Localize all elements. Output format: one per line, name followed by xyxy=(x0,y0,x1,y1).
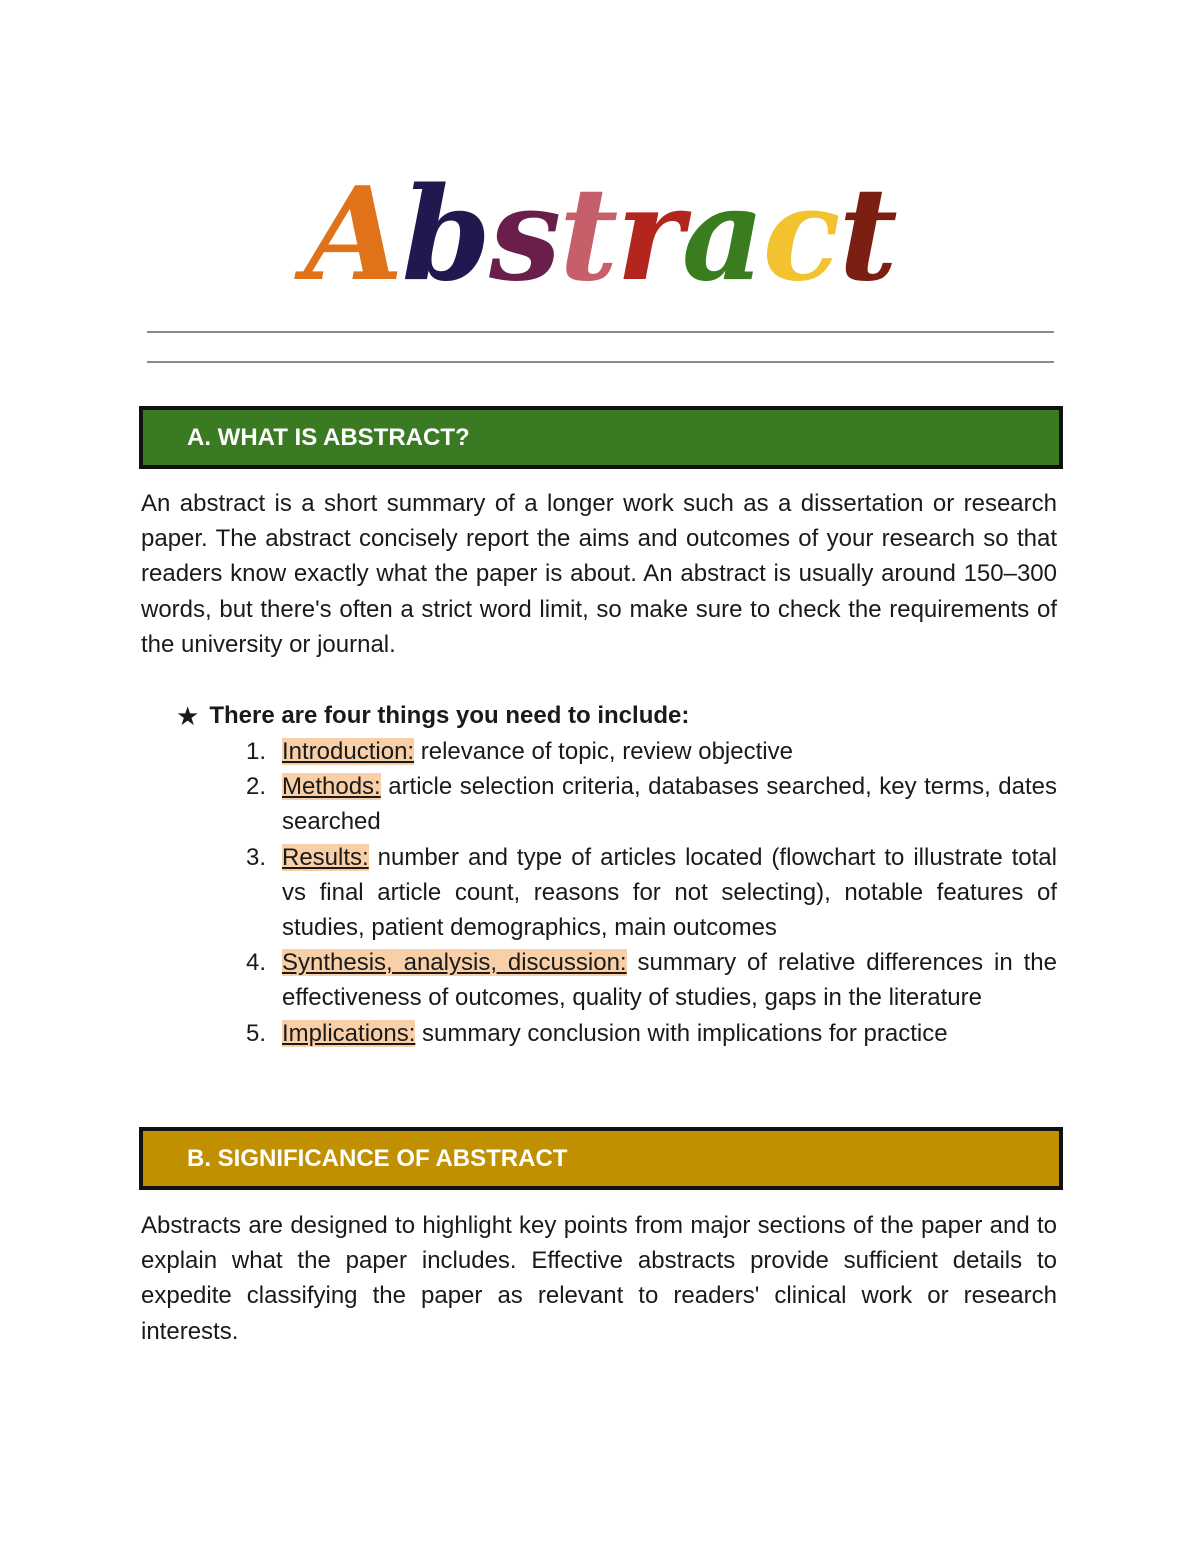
list-number: 5. xyxy=(246,1019,267,1047)
checklist-intro-text: There are four things you need to include: xyxy=(209,702,690,729)
section-a-heading: A. WHAT IS ABSTRACT? xyxy=(187,424,470,451)
title-letter: s xyxy=(489,160,560,310)
section-a-header xyxy=(139,406,1063,469)
list-term: Implications: xyxy=(282,1019,416,1047)
section-b-heading: B. SIGNIFICANCE OF ABSTRACT xyxy=(187,1145,568,1172)
list-description: number and type of articles located (flowchart to illustrate total vs final article count, reasons for not selecting), notable features of studies, patient demographics, main outcomes xyxy=(282,843,1064,942)
list-item xyxy=(141,945,1064,1015)
list-description: summary conclusion with implications for practice xyxy=(415,1019,948,1047)
title-letter: c xyxy=(762,160,839,310)
list-term: Results: xyxy=(282,843,369,871)
title-letter: r xyxy=(616,160,682,310)
title-letter: A xyxy=(304,160,402,310)
list-item xyxy=(141,1016,1057,1051)
list-term: Introduction: xyxy=(282,738,415,765)
list-item xyxy=(141,769,1064,839)
abstract-title xyxy=(0,150,1200,320)
section-b-paragraph: Abstracts are designed to highlight key points from major sections of the paper and to explain what the paper includes. Effective abstracts provide sufficient details to expedite classifying the paper as relevant to readers' clinical work or research interests. xyxy=(141,1212,1057,1345)
section-b-header xyxy=(139,1127,1063,1190)
divider-line-bottom xyxy=(147,361,1054,363)
list-number: 1. xyxy=(246,738,267,765)
list-number: 3. xyxy=(246,843,267,871)
list-description: summary of relative differences in the effectiveness of outcomes, quality of studies, gaps in the literature xyxy=(282,949,1064,1012)
title-letter: a xyxy=(681,160,763,310)
abstract-components-list xyxy=(141,734,1064,1051)
title-letter: t xyxy=(559,160,617,310)
section-a-paragraph: An abstract is a short summary of a longer work such as a dissertation or research paper. The abstract concisely report the aims and outcomes of your research so that readers know exactly what the paper is about. An abstract is usually around 150–300 words, but there's often a strict word limit, so make sure to check the requirements of the university or journal. xyxy=(141,490,1057,658)
list-item xyxy=(141,840,1064,946)
list-description: relevance of topic, review objective xyxy=(414,738,793,765)
divider-line-top xyxy=(147,331,1054,333)
title-letter: t xyxy=(838,160,896,310)
list-description: article selection criteria, databases searched, key terms, dates searched xyxy=(282,773,1064,836)
list-number: 4. xyxy=(246,949,267,977)
list-item xyxy=(141,734,1057,769)
list-number: 2. xyxy=(246,773,267,801)
list-term: Methods: xyxy=(282,773,381,801)
star-icon: ★ xyxy=(176,701,200,731)
checklist-intro xyxy=(176,698,689,734)
title-letter: b xyxy=(401,160,490,310)
list-term: Synthesis, analysis, discussion: xyxy=(282,949,627,977)
